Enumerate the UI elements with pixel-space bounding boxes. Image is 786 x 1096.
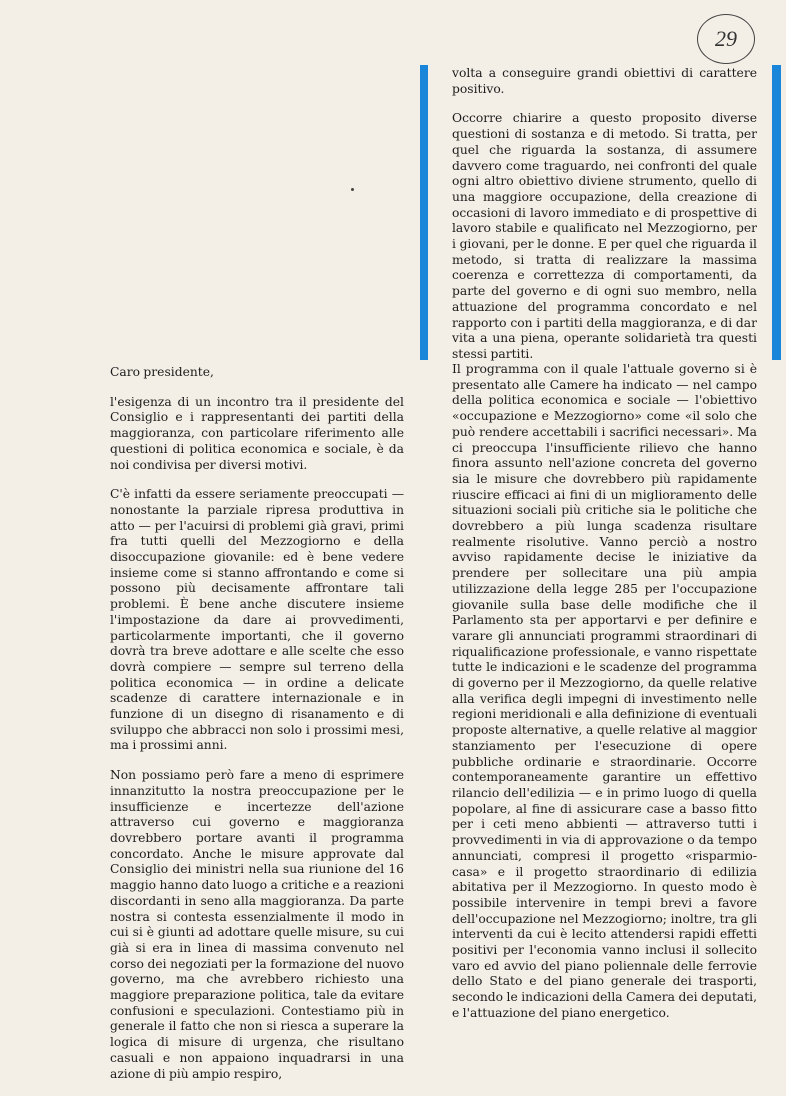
right-column-top [452, 66, 757, 377]
paragraph: Il programma con il quale l'attuale governo si è presentato alle Camere ha indicato — nel campo della politica economica e sociale — l'obiettivo «occupazione e Mezzogiorno» come «il solo che può rendere accettabili i sacrifici necessari». Ma ci preoccupa l'insufficiente rilievo che hanno finora assunto nell'azione concreta del governo sia le misure che dovrebbero più rapidamente riuscire efficaci ai fini di un miglioramento delle situazioni sociali più critiche sia le politiche che dovrebbero a più lunga scadenza risultare realmente risolutive. Vanno perciò a nostro avviso rapidamente decise le iniziative da prendere per sollecitare una più ampia utilizzazione della legge 285 per l'occupazione giovanile sulla base delle modifiche che il Parlamento sta per apportarvi e per definire e varare gli annunciati programmi straordinari di riqualificazione professionale, e vanno rispettate tutte le indicazioni e le scadenze del programma di governo per il Mezzogiorno, da quelle relative alla verifica degli impegni di investimento nelle regioni meridionali e alla definizione di eventuali proposte alternative, a quelle relative al maggior stanziamento per l'esecuzione di opere pubbliche ordinarie e straordinarie. Occorre contemporaneamente garantire un effettivo rilancio dell'edilizia — e in primo luogo di quella popolare, al fine di assicurare case a basso fitto per i ceti meno abbienti — attraverso tutti i provvedimenti in via di approvazione o da tempo annunciati, compresi il progetto «risparmio-casa» e il progetto straordinario di edilizia abitativa per il Mezzogiorno. In questo modo è possibile intervenire in tempi brevi a favore dell'occupazione nel Mezzogiorno; inoltre, tra gli interventi da cui è lecito attendersi rapidi effetti positivi per l'economia vanno inclusi il sollecito varo ed avvio del piano poliennale delle ferrovie dello Stato e del piano generale dei trasporti, secondo le indicazioni della Camera dei deputati, e l'attuazione del piano energetico. [452, 362, 757, 1020]
page-number: 29 [697, 14, 755, 64]
blue-margin-rule-left [420, 65, 428, 360]
left-column [110, 365, 404, 1096]
paragraph: l'esigenza di un incontro tra il presidente del Consiglio e i rappresentanti dei partiti della maggioranza, con particolare riferimento alle questioni di politica economica e sociale, è da noi condivisa per diversi motivi. [110, 394, 404, 472]
paragraph: Occorre chiarire a questo proposito diverse questioni di sostanza e di metodo. Si tratta, per quel che riguarda la sostanza, di assumere davvero come traguardo, nei confronti del quale ogni altro obiettivo diviene strumento, quello di una maggiore occupazione, della creazione di occasioni di lavoro immediato e di prospettive di lavoro stabile e qualificato nel Mezzogiorno, per i giovani, per le donne. E per quel che riguarda il metodo, si tratta di realizzare la massima coerenza e correttezza di comportamenti, da parte del governo e di ogni suo membro, nella attuazione del programma concordato e nel rapporto con i partiti della maggioranza, e di dar vita a una piena, operante solidarietà tra questi stessi partiti. [452, 111, 757, 361]
paragraph: Non possiamo però fare a meno di esprimere innanzitutto la nostra preoccupazione per le insufficienze e incertezze dell'azione attraverso cui governo e maggioranza dovrebbero portare avanti il programma concordato. Anche le misure approvate dal Consiglio dei ministri nella sua riunione del 16 maggio hanno dato luogo a critiche e a reazioni discordanti in seno alla maggioranza. Da parte nostra si contesta essenzialmente il modo in cui si è giunti ad adottare quelle misure, su cui già si era in linea di massima convenuto nel corso dei negoziati per la formazione del nuovo governo, ma che avrebbero richiesto una maggiore preparazione politica, tale da evitare confusioni e speculazioni. Contestiamo più in generale il fatto che non si riesca a superare la logica di misure di urgenza, che risultano casuali e non appaiono inquadrarsi in una azione di più ampio respiro, [110, 768, 404, 1081]
right-column-bottom [452, 362, 757, 1036]
scan-speck [351, 188, 354, 191]
paragraph: C'è infatti da essere seriamente preoccupati — nonostante la parziale ripresa produttiva in atto — per l'acuirsi di problemi già gravi, primi fra tutti quelli del Mezzogiorno e della disoccupazione giovanile: ed è bene vedere insieme come si stanno affrontando e come si possono più decisamente affrontare tali problemi. È bene anche discutere insieme l'impostazione da dare ai provvedimenti, particolarmente importanti, che il governo dovrà tra breve adottare e alle scelte che esso dovrà compiere — sempre sul terreno della politica economica — in ordine a delicate scadenze di carattere internazionale e in funzione di un disegno di risanamento e di sviluppo che abbracci non solo i prossimi mesi, ma i prossimi anni. [110, 487, 404, 753]
paragraph: volta a conseguire grandi obiettivi di carattere positivo. [452, 66, 757, 96]
blue-margin-rule-right [772, 65, 781, 360]
salutation: Caro presidente, [110, 365, 214, 379]
